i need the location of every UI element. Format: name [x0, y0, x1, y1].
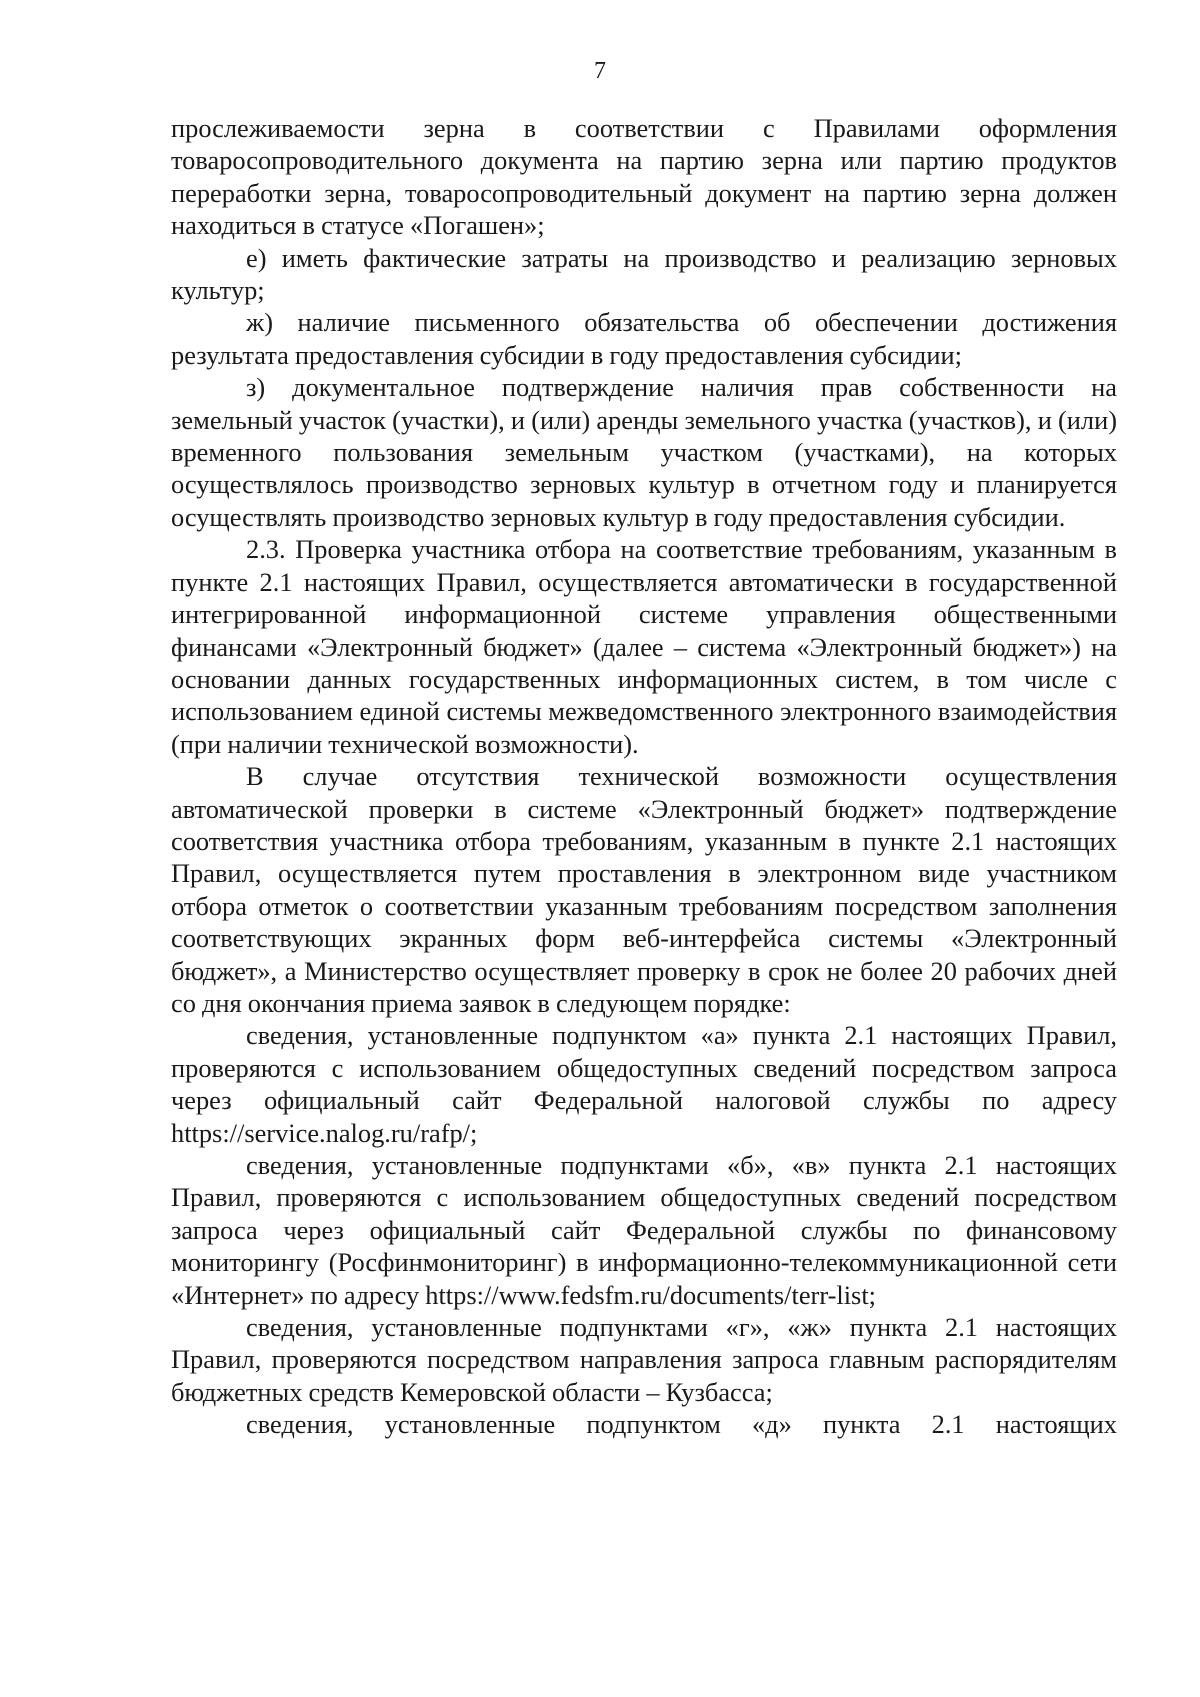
paragraph: сведения, установленные подпунктами «г», «ж» пункта 2.1 настоящих Правил, проверяются посредством направления запроса главным распорядителям бюджетных средств Кемеровской области – Кузбасса;	[171, 1312, 1117, 1407]
paragraph: сведения, установленные подпунктом «а» пункта 2.1 настоящих Правил, проверяются с использованием общедоступных сведений посредством запроса через официальный сайт Федеральной налоговой службы по адресу https://service.nalog.ru/rafp/;	[171, 1020, 1117, 1148]
paragraph: ж) наличие письменного обязательства об обеспечении достижения результата предоставления субсидии в году предоставления субсидии;	[171, 307, 1117, 370]
paragraph: В случае отсутствия технической возможности осуществления автоматической проверки в системе «Электронный бюджет» подтверждение соответствия участника отбора требованиям, указанным в пункте 2.1 настоящих Правил, осуществляется путем проставления в электронном виде участником отбора отметок о соответствии указанным требованиям посредством заполнения соответствующих экранных форм веб-интерфейса системы «Электронный бюджет», а Министерство осуществляет проверку в срок не более 20 рабочих дней со дня окончания приема заявок в следующем порядке:	[171, 761, 1117, 1018]
paragraph: сведения, установленные подпунктом «д» пункта 2.1 настоящих	[246, 1409, 1117, 1440]
paragraph: з) документальное подтверждение наличия прав собственности на земельный участок (участки), и (или) аренды земельного участка (участков), и (или) временного пользования земельным участком (участками), на которых осуществлялось производство зерновых культур в отчетном году и планируется осуществлять производство зерновых культур в году предоставления субсидии.	[171, 372, 1117, 532]
paragraph: прослеживаемости зерна в соответствии с Правилами оформления товаросопроводительного документа на партию зерна или партию продуктов переработки зерна, товаросопроводительный документ на партию зерна должен находиться в статусе «Погашен»;	[171, 113, 1117, 241]
paragraph: 2.3. Проверка участника отбора на соответствие требованиям, указанным в пункте 2.1 настоящих Правил, осуществляется автоматически в государственной интегрированной информационной системе управления общественными финансами «Электронный бюджет» (далее – система «Электронный бюджет») на основании данных государственных информационных систем, в том числе с использованием единой системы межведомственного электронного взаимодействия (при наличии технической возможности).	[171, 534, 1117, 759]
page-number: 7	[594, 58, 606, 84]
paragraph: сведения, установленные подпунктами «б», «в» пункта 2.1 настоящих Правил, проверяются с использованием общедоступных сведений посредством запроса через официальный сайт Федеральной службы по финансовому мониторингу (Росфинмониторинг) в информационно-телекоммуникационной сети «Интернет» по адресу https://www.fedsfm.ru/documents/terr-list;	[171, 1150, 1117, 1310]
paragraph: е) иметь фактические затраты на производство и реализацию зерновых культур;	[171, 242, 1117, 306]
document-body	[171, 112, 1117, 1441]
